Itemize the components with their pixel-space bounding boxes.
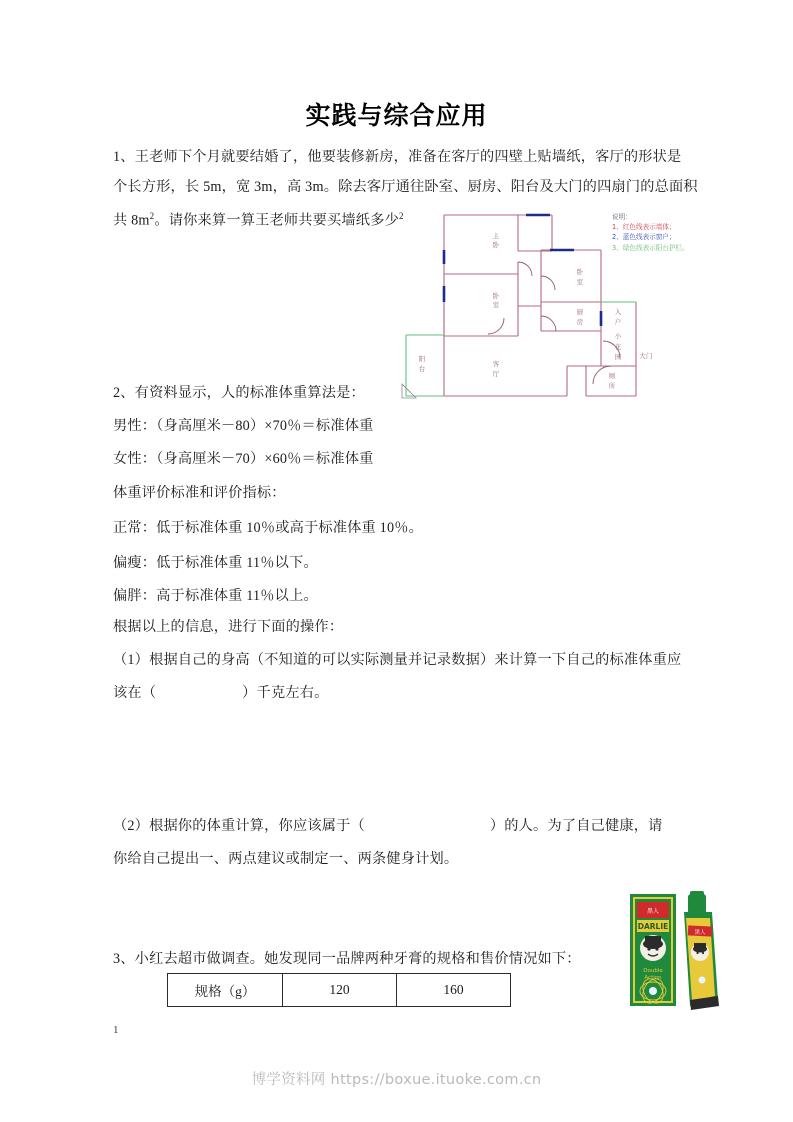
question2-line1: 2、有资料显示，人的标准体重算法是：: [113, 385, 365, 401]
room-label-living-room: 客: [492, 360, 500, 368]
square-superscript: 2: [149, 211, 155, 221]
question2-sub2-line2: 你给自己提出一、两点建议或制定一、两条健身计划。: [113, 851, 459, 867]
question1-line3: [113, 212, 404, 228]
square-superscript-tail: 2: [398, 211, 404, 221]
svg-text:DARLIE: DARLIE: [637, 922, 669, 931]
question2-sub2-line1: [113, 819, 663, 833]
room-label-kitchen-2: 房: [576, 318, 584, 326]
question1-line2: 个长方形，长 5m，宽 3m，高 3m。除去客厅通往卧室、厨房、阳台及大门的四扇门的总面积: [113, 179, 698, 195]
room-label-balcony: 阳: [418, 355, 426, 363]
question2-line7: 偏胖：高于标准体重 11％以上。: [113, 588, 318, 604]
room-label-entry-garden-3: 小: [614, 332, 622, 340]
question2-sub1-line2: [113, 686, 329, 700]
room-label-bedroom-right: 卧: [576, 268, 584, 276]
sub1-answer-prefix: 该在（: [113, 685, 157, 701]
page-title: 实践与综合应用: [305, 101, 488, 130]
room-label-bedroom-left: 卧: [492, 292, 500, 300]
svg-text:Double: Double: [643, 968, 663, 974]
legend-item-wall: 1、红色线表示墙体；: [612, 223, 676, 232]
room-label-bedroom-right-2: 室: [576, 278, 584, 286]
svg-text:黑人: 黑人: [646, 908, 660, 915]
question2-line8: 根据以上的信息，进行下面的操作：: [113, 619, 344, 635]
question2-line2: 男性：（身高厘米－80）×70％＝标准体重: [113, 418, 374, 434]
room-label-bedroom-left-2: 室: [492, 301, 500, 309]
question2-line5: 正常：低于标准体重 10％或高于标准体重 10％。: [113, 520, 424, 536]
question1-line3-after: 。请你来算一算王老师共要买墙纸多少: [154, 212, 399, 229]
wall-lines: [444, 215, 636, 396]
table-header-spec: 规格（g）: [168, 974, 283, 1007]
room-label-toilet: 厕: [608, 372, 616, 380]
room-label-master-bedroom: 主: [492, 232, 500, 240]
page-number: 1: [113, 1024, 119, 1036]
toothpaste-tube-icon: [684, 891, 719, 1010]
question3-line1: 3、小红去超市做调查。她发现同一品牌两种牙膏的规格和售价情况如下：: [113, 951, 581, 967]
sub2-answer-suffix: ）的人。为了自己健康，请: [489, 818, 663, 834]
question2-sub1-line1: （1）根据自己的身高（不知道的可以实际测量并记录数据）来计算一下自己的标准体重应: [113, 652, 682, 668]
table-row: [168, 974, 511, 1007]
sub2-answer-prefix: （2）根据你的体重计算，你应该属于（: [113, 818, 365, 834]
room-label-master-bedroom-2: 卧: [492, 241, 500, 249]
table-body: [168, 974, 511, 1007]
room-label-toilet-2: 所: [608, 382, 616, 390]
legend-title: 说明：: [612, 213, 632, 221]
toothpaste-spec-table: [167, 973, 511, 1007]
question1-line1: 1、王老师下个月就要结婚了，他要装修新房，准备在客厅的四壁上贴墙纸，客厅的形状是: [113, 149, 682, 165]
room-label-balcony-2: 台: [418, 365, 426, 373]
toothpaste-photo: [626, 888, 728, 1016]
room-label-entry-garden-4: 花: [614, 343, 622, 351]
sub1-answer-suffix: ）千克左右。: [242, 685, 329, 701]
question2-line6: 偏瘦：低于标准体重 11％以下。: [113, 555, 318, 571]
table-cell-value-2: 160: [397, 974, 511, 1007]
room-label-kitchen: 厨: [576, 308, 584, 316]
room-label-main-door: 大门: [639, 352, 653, 360]
floorplan-legend: [612, 212, 724, 253]
table-cell-value-1: 120: [283, 974, 397, 1007]
room-label-living-room-2: 厅: [492, 370, 500, 378]
question2-line4: 体重评价标准和评价指标：: [113, 485, 286, 501]
room-label-entry-garden-5: 园: [614, 353, 622, 361]
svg-text:Action: Action: [644, 975, 662, 981]
svg-text:黑人: 黑人: [694, 930, 706, 936]
legend-item-rail: 3、绿色线表示阳台护栏。: [612, 243, 689, 252]
room-label-entry-garden: 入: [614, 308, 622, 316]
watermark: 博学资料网 https://boxue.ituoke.com.cn: [251, 1072, 542, 1088]
toothpaste-box-icon: [630, 894, 676, 1007]
question1-line3-before: 共 8m: [113, 212, 150, 229]
room-label-entry-garden-2: 户: [614, 318, 622, 326]
legend-item-window: 2、蓝色线表示窗户；: [612, 233, 676, 242]
question2-line3: 女性：（身高厘米－70）×60％＝标准体重: [113, 451, 374, 467]
